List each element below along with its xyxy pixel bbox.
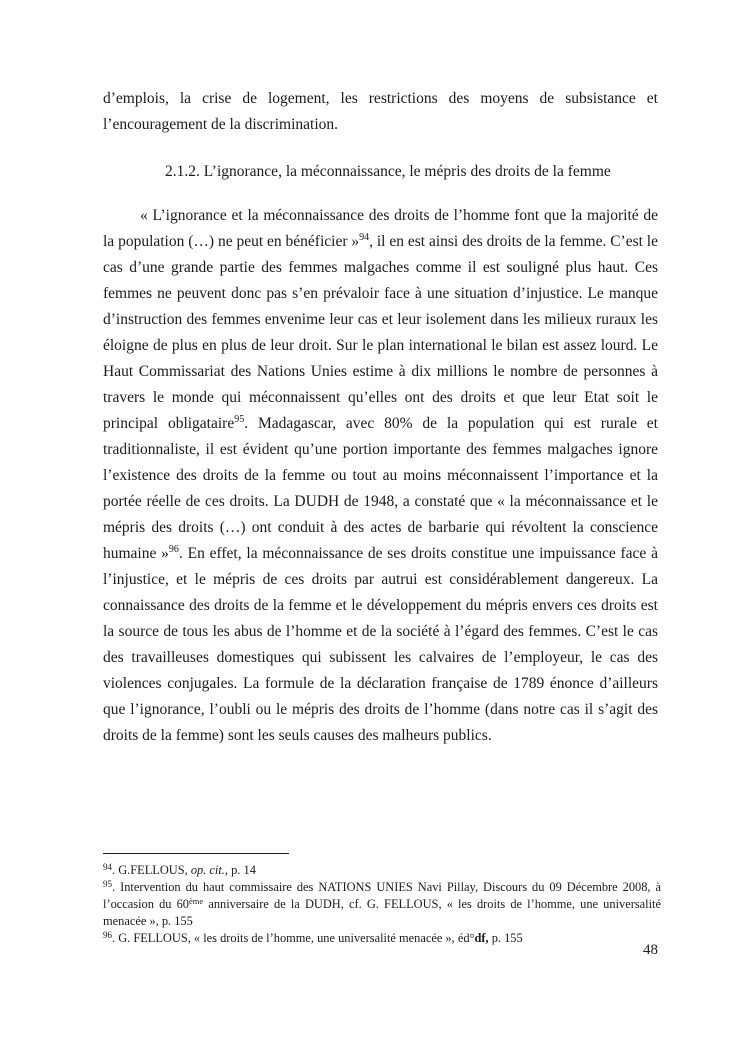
footnote-95-marker: 95 xyxy=(103,879,112,889)
footnote-ref-95: 95 xyxy=(234,414,245,425)
footnote-94-marker: 94 xyxy=(103,862,112,872)
paragraph-main-text-2: , il en est ainsi des droits de la femme. C’est le cas d’une grande partie des femmes malgaches comme il est souligné plus haut. Ces femmes ne peuvent donc pas s’en prévaloir face à une situation d’injustice. Le manque d’instruction des femmes envenime leur cas et leur isolement dans les milieux ruraux les éloigne de plus en plus de leur droit. Sur le plan international le bilan est assez lourd. Le Haut Commissariat des Nations Unies estime à dix millions le nombre de personnes à travers le monde qui méconnaissent qu’elles ont des droits et que leur Etat soit le principal obligataire xyxy=(103,233,658,432)
footnote-94 xyxy=(103,862,661,879)
footnote-96 xyxy=(103,930,661,947)
footnote-ref-94: 94 xyxy=(359,232,370,243)
footnote-94-italic-text: op. cit. xyxy=(190,863,225,877)
footnote-separator xyxy=(103,853,289,854)
paragraph-main-text-3: . Madagascar, avec 80% de la population qui est rurale et traditionnaliste, il est évident qu’une portion importante des femmes malgaches ignore l’existence des droits de la femme ou tout au moins méconnaissent l’importance et la portée réelle de ces droits. La DUDH de 1948, a constaté que « la méconnaissance et le mépris des droits (…) ont conduit à des actes de barbarie qui révoltent la conscience humaine » xyxy=(103,415,658,562)
paragraph-intro: d’emplois, la crise de logement, les restrictions des moyens de subsistance et l’encouragement de la discrimination. xyxy=(103,90,658,133)
section-heading: 2.1.2. L’ignorance, la méconnaissance, le mépris des droits de la femme xyxy=(165,163,611,180)
paragraph-main xyxy=(103,203,658,749)
paragraph-main-text-4: . En effet, la méconnaissance de ses droits constitue une impuissance face à l’injustice, et le mépris de ces droits par autrui est considérablement dangereux. La connaissance des droits de la femme et le développement du mépris envers ces droits est la source de tous les abus de l’homme et de la société à l’égard des femmes. C’est le cas des travailleuses domestiques qui subissent les calvaires de l’employeur, le cas des violences conjugales. La formule de la déclaration française de 1789 énonce d’ailleurs que l’ignorance, l’oubli ou le mépris des droits de l’homme (dans notre cas il s’agit des droits de la femme) sont les seuls causes des malheurs publics. xyxy=(103,545,658,744)
footnote-96-bold-text: df, xyxy=(474,931,489,945)
footnote-94-text: . G.FELLOUS, xyxy=(112,863,191,877)
page-content xyxy=(103,86,658,749)
footnote-96-marker: 96 xyxy=(103,930,112,940)
footnote-95-text-end: anniversaire de la DUDH, cf. G. FELLOUS, « les droits de l’homme, une universalité menacée », p. 155 xyxy=(103,897,661,928)
footnote-95-text: . Intervention du haut commissaire des NATIONS UNIES Navi Pillay, Discours du 09 Décembre 2008, à l’occasion du 60 xyxy=(103,880,661,911)
footnote-96-text: . G. FELLOUS, « les droits de l’homme, une universalité menacée », éd° xyxy=(112,931,475,945)
footnotes-section xyxy=(103,853,661,947)
paragraph-main-text-1: « L’ignorance et la méconnaissance des droits de l’homme font que la majorité de la population (…) ne peut en bénéficier » xyxy=(103,207,658,250)
footnote-94-text-end: , p. 14 xyxy=(224,863,256,877)
page-number: 48 xyxy=(643,942,658,958)
footnote-95 xyxy=(103,879,661,930)
footnote-96-text-end: p. 155 xyxy=(488,931,523,945)
footnote-95-ordinal-suffix: ème xyxy=(189,896,204,906)
footnote-ref-96: 96 xyxy=(168,544,179,555)
